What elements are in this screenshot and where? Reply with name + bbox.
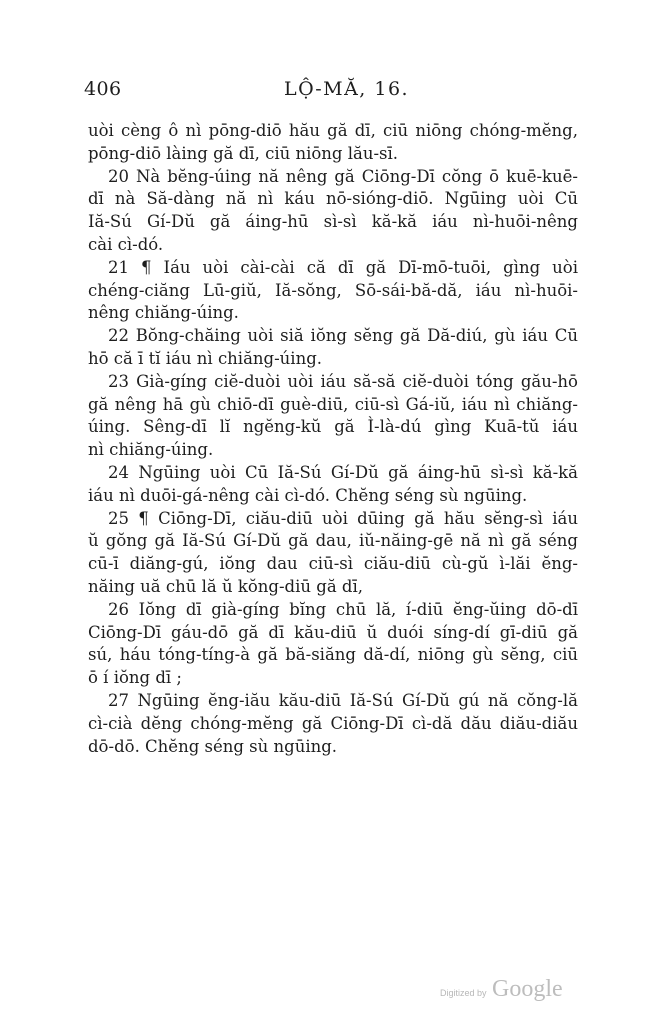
text-line: dī nà Să-dàng nă nì káu nō-sióng-diō. Ngūing uòi Cū [88, 189, 578, 209]
text-line: 22 Bŏng-chăing uòi siă iŏng sĕng gă Dă-diú, gù iáu Cū [108, 326, 578, 346]
text-line: dō-dō. Chĕng séng sù ngūing. [88, 736, 338, 756]
text-line: gă nêng hā gù chiō-dī guè-diū, ciū-sì Gá-iŭ, iáu nì chiăng- [88, 394, 578, 414]
text-line: 23 Già-gíng ciĕ-duòi uòi iáu să-să ciĕ-duòi tóng gău-hō [108, 371, 578, 391]
text-line: cài cì-dó. [88, 234, 164, 254]
text-line: nì chiăng-úing. [88, 440, 214, 460]
running-title: LỘ-MĂ, 16. [284, 78, 410, 100]
page-header [84, 78, 576, 102]
scripture-text [88, 120, 578, 758]
text-line: ŭ gŏng gă Iă-Sú Gí-Dŭ gă dau, iŭ-năing-gē nă nì gă séng [88, 531, 578, 551]
text-line: chéng-ciăng Lū-giŭ, Iă-sŏng, Sō-sái-bă-dă, iáu nì-huōi- [88, 280, 578, 300]
page-number: 406 [84, 78, 122, 100]
text-line: 27 Ngūing ĕng-iău kău-diū Iă-Sú Gí-Dŭ gú nă cŏng-lă [108, 690, 578, 710]
digitized-by-label: Digitized by [440, 988, 487, 998]
text-line: nêng chiăng-úing. [88, 303, 239, 323]
text-line: 21 ¶ Iáu uòi cài-cài că dī gă Dī-mō-tuōi, gìng uòi [108, 257, 578, 277]
text-line: 24 Ngūing uòi Cū Iă-Sú Gí-Dŭ gă áing-hū sì-sì kă-kă [108, 462, 578, 482]
text-line: 20 Nà bĕng-úing nă nêng gă Ciōng-Dī cŏng ō kuē-kuē- [108, 166, 578, 186]
text-line: uòi cèng ô nì pōng-diō hău gă dī, ciū niōng chóng-mĕng, [88, 121, 578, 140]
text-line: cū-ī diăng-gú, iŏng dau ciū-sì ciău-diū cù-gŭ ì-lăi ĕng- [88, 554, 578, 574]
text-line: 25 ¶ Ciōng-Dī, ciău-diū uòi dūing gă hău sĕng-sì iáu [108, 508, 578, 528]
google-logo: Google [492, 976, 563, 1002]
digitization-watermark [440, 976, 580, 1006]
text-line: cì-cià dĕng chóng-mĕng gă Ciōng-Dī cì-dă dău diău-diău [88, 713, 578, 733]
text-line: Iă-Sú Gí-Dŭ gă áing-hū sì-sì kă-kă iáu nì-huōi-nêng [88, 212, 578, 232]
text-line: sú, háu tóng-tíng-à gă bă-siăng dă-dí, niōng gù sĕng, ciū [88, 645, 578, 665]
text-line: Ciōng-Dī gáu-dō gă dī kău-diū ŭ duói síng-dí gī-diū gă [88, 622, 578, 642]
text-line: pōng-diō làing gă dī, ciū niōng lău-sī. [88, 143, 399, 163]
text-line: năing uă chū lă ŭ kŏng-diū gă dī, [88, 576, 363, 596]
text-line: 26 Iŏng dī già-gíng bĭng chū lă, í-diū ĕng-ŭing dō-dī [108, 599, 578, 619]
text-line: iáu nì duōi-gá-nêng cài cì-dó. Chĕng séng sù ngūing. [88, 485, 528, 505]
text-line: úing. Sêng-dī lĭ ngĕng-kŭ gă Ì-là-dú gìng Kuā-tŭ iáu [88, 417, 578, 437]
text-line: ō í iŏng dī ; [88, 668, 182, 688]
text-line: hō că ī tĭ iáu nì chiăng-úing. [88, 348, 323, 368]
